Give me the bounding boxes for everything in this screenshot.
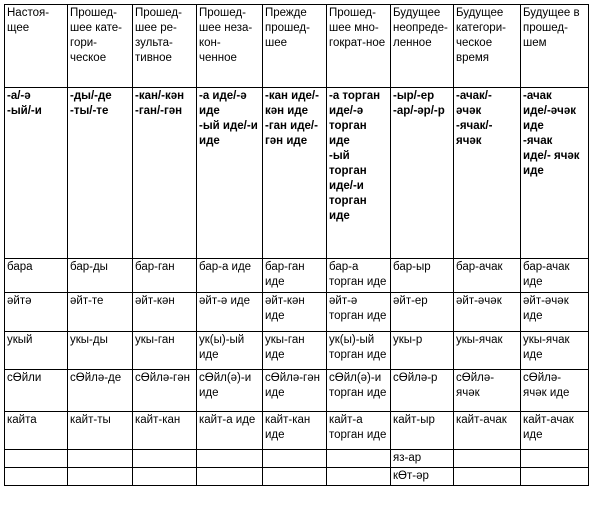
cell-line: иде/- ячәк bbox=[523, 150, 580, 162]
cell-line: торган иде bbox=[329, 310, 387, 322]
cell-line: ячәк bbox=[456, 135, 482, 147]
cell-line: -кан иде/- bbox=[265, 90, 319, 102]
cell-line: -ый bbox=[329, 150, 350, 162]
cell-line: әйт-те bbox=[70, 295, 104, 307]
cell-line: Настоя- bbox=[7, 7, 50, 19]
cell-line: Прошед- bbox=[329, 7, 376, 19]
cell-line: -а торган bbox=[329, 90, 381, 102]
verb-form-cell bbox=[68, 259, 133, 293]
extra-row bbox=[5, 450, 589, 468]
verb-form-cell bbox=[391, 468, 454, 486]
verb-form-cell bbox=[133, 259, 197, 293]
cell-line: кән иде bbox=[265, 105, 309, 117]
verb-form-cell bbox=[454, 293, 521, 332]
cell-line: сӨйлә-р bbox=[393, 372, 438, 384]
column-header bbox=[454, 5, 521, 88]
cell-line: -ты/-те bbox=[70, 105, 109, 117]
verb-form-cell bbox=[5, 293, 68, 332]
verb-form-cell bbox=[327, 370, 391, 412]
cell-line: бар-ды bbox=[70, 261, 108, 273]
verb-form-cell bbox=[197, 412, 263, 450]
verb-row bbox=[5, 259, 589, 293]
verb-form-cell bbox=[133, 412, 197, 450]
verb-form-cell bbox=[454, 412, 521, 450]
cell-line: кайт-кан bbox=[135, 414, 181, 426]
verb-form-cell bbox=[521, 293, 589, 332]
cell-line: прошед- bbox=[265, 22, 310, 34]
cell-line: шее кате- bbox=[70, 22, 123, 34]
cell-line: ук(ы)-ый bbox=[329, 334, 375, 346]
verb-form-cell bbox=[197, 259, 263, 293]
cell-line: бар-ган bbox=[135, 261, 175, 273]
cell-line: иде bbox=[199, 105, 220, 117]
cell-line: әйт-әчәк bbox=[523, 295, 569, 307]
cell-line: Будущее в bbox=[523, 7, 580, 19]
cell-line: укы-ган bbox=[265, 334, 305, 346]
verb-form-cell bbox=[327, 412, 391, 450]
verb-form-cell bbox=[133, 468, 197, 486]
verb-form-cell bbox=[197, 450, 263, 468]
cell-line: әйт-кән bbox=[265, 295, 305, 307]
cell-line: торган bbox=[329, 165, 367, 177]
cell-line: Прошед- bbox=[70, 7, 117, 19]
verb-form-cell bbox=[133, 450, 197, 468]
verb-form-cell bbox=[263, 293, 327, 332]
verb-form-cell bbox=[5, 450, 68, 468]
verb-form-cell bbox=[68, 293, 133, 332]
verb-form-cell bbox=[68, 412, 133, 450]
suffix-cell bbox=[521, 88, 589, 259]
cell-line: бар-ачак bbox=[523, 261, 570, 273]
cell-line: шее ре- bbox=[135, 22, 177, 34]
cell-line: щее bbox=[7, 22, 30, 34]
verb-form-cell bbox=[391, 450, 454, 468]
column-header bbox=[133, 5, 197, 88]
column-header bbox=[263, 5, 327, 88]
cell-line: әйт-ер bbox=[393, 295, 428, 307]
cell-line: яз-ар bbox=[393, 452, 422, 464]
cell-line: Прошед- bbox=[199, 7, 246, 19]
verb-form-cell bbox=[521, 468, 589, 486]
cell-line: -ган/-гән bbox=[135, 105, 183, 117]
cell-line: гори- bbox=[70, 37, 97, 49]
verb-form-cell bbox=[327, 293, 391, 332]
cell-line: ячәк иде bbox=[523, 387, 570, 399]
cell-line: бар-ыр bbox=[393, 261, 431, 273]
suffix-cell bbox=[391, 88, 454, 259]
cell-line: -ачак/- bbox=[456, 90, 492, 102]
suffix-cell bbox=[263, 88, 327, 259]
verb-form-cell bbox=[327, 450, 391, 468]
cell-line: ленное bbox=[393, 37, 432, 49]
cell-line: шее неза- bbox=[199, 22, 253, 34]
cell-line: Будущее bbox=[456, 7, 504, 19]
cell-line: гократ-ное bbox=[329, 37, 386, 49]
cell-line: время bbox=[456, 52, 490, 64]
cell-line: торган иде bbox=[329, 276, 387, 288]
column-header bbox=[68, 5, 133, 88]
verb-form-cell bbox=[391, 332, 454, 370]
suffix-row bbox=[5, 88, 589, 259]
suffix-cell bbox=[5, 88, 68, 259]
verb-form-cell bbox=[197, 370, 263, 412]
cell-line: -ячак bbox=[523, 135, 553, 147]
cell-line: укы-ячак bbox=[456, 334, 503, 346]
cell-line: гән иде bbox=[265, 135, 308, 147]
cell-line: -ачак bbox=[523, 90, 552, 102]
cell-line: укый bbox=[7, 334, 33, 346]
cell-line: иде/-и bbox=[329, 180, 364, 192]
column-header bbox=[391, 5, 454, 88]
verb-form-cell bbox=[521, 370, 589, 412]
column-header bbox=[197, 5, 263, 88]
cell-line: торган bbox=[329, 195, 367, 207]
cell-line: кӨт-әр bbox=[393, 470, 429, 482]
cell-line: Прошед- bbox=[135, 7, 182, 19]
cell-line: бар-ган bbox=[265, 261, 305, 273]
verb-form-cell bbox=[5, 259, 68, 293]
cell-line: сӨйлә-гән bbox=[265, 372, 320, 384]
verb-form-cell bbox=[133, 370, 197, 412]
cell-line: сӨйлә-гән bbox=[135, 372, 190, 384]
cell-line: иде bbox=[523, 165, 544, 177]
cell-line: иде bbox=[265, 349, 285, 361]
cell-line: әйт-ә иде bbox=[199, 295, 251, 307]
cell-line: -ячак/- bbox=[456, 120, 493, 132]
extra-row bbox=[5, 468, 589, 486]
header-row bbox=[5, 5, 589, 88]
cell-line: бар-ачак bbox=[456, 261, 503, 273]
verb-form-cell bbox=[391, 412, 454, 450]
verb-form-cell bbox=[327, 259, 391, 293]
verb-form-cell bbox=[68, 468, 133, 486]
verb-form-cell bbox=[5, 468, 68, 486]
cell-line: сӨйл(ә)-и bbox=[329, 372, 382, 384]
cell-line: иде bbox=[265, 387, 285, 399]
cell-line: әчәк bbox=[456, 105, 482, 117]
cell-line: кайт-кан bbox=[265, 414, 311, 426]
verb-form-cell bbox=[133, 332, 197, 370]
verb-form-cell bbox=[454, 450, 521, 468]
cell-line: кайт-а bbox=[329, 414, 363, 426]
suffix-cell bbox=[197, 88, 263, 259]
cell-line: иде bbox=[523, 429, 543, 441]
cell-line: бар-а bbox=[329, 261, 359, 273]
verb-form-cell bbox=[68, 332, 133, 370]
cell-line: торган иде bbox=[329, 429, 387, 441]
verb-form-cell bbox=[263, 332, 327, 370]
cell-line: бар-а иде bbox=[199, 261, 252, 273]
cell-line: иде bbox=[523, 120, 544, 132]
verb-form-cell bbox=[521, 259, 589, 293]
verb-form-cell bbox=[327, 332, 391, 370]
cell-line: укы-р bbox=[393, 334, 423, 346]
cell-line: ченное bbox=[199, 52, 237, 64]
cell-line: -кан/-кән bbox=[135, 90, 185, 102]
cell-line: шее мно- bbox=[329, 22, 379, 34]
cell-line: ческое bbox=[70, 52, 107, 64]
cell-line: укы-ган bbox=[135, 334, 175, 346]
cell-line: тивное bbox=[135, 52, 172, 64]
cell-line: ук(ы)-ый bbox=[199, 334, 245, 346]
cell-line: әйт-әчәк bbox=[456, 295, 502, 307]
cell-line: иде/-әчәк bbox=[523, 105, 577, 117]
cell-line: торган иде bbox=[329, 349, 387, 361]
cell-line: иде bbox=[329, 135, 350, 147]
cell-line: -а иде/-ә bbox=[199, 90, 247, 102]
verb-form-cell bbox=[521, 412, 589, 450]
cell-line: зульта- bbox=[135, 37, 173, 49]
cell-line: торган bbox=[329, 120, 367, 132]
cell-line: иде bbox=[199, 349, 219, 361]
cell-line: сӨйлә-де bbox=[70, 372, 122, 384]
cell-line: бара bbox=[7, 261, 33, 273]
verb-form-cell bbox=[391, 259, 454, 293]
suffix-cell bbox=[454, 88, 521, 259]
cell-line: иде bbox=[523, 310, 543, 322]
cell-line: иде bbox=[199, 135, 220, 147]
verb-form-cell bbox=[68, 370, 133, 412]
verb-form-cell bbox=[263, 370, 327, 412]
cell-line: категори- bbox=[456, 22, 506, 34]
cell-line: кайт-ачак bbox=[523, 414, 574, 426]
cell-line: укы-ды bbox=[70, 334, 108, 346]
verb-form-cell bbox=[5, 370, 68, 412]
conjugation-table bbox=[4, 4, 589, 486]
cell-line: кайт-а иде bbox=[199, 414, 256, 426]
verb-form-cell bbox=[521, 450, 589, 468]
cell-line: -ыр/-ер bbox=[393, 90, 435, 102]
verb-form-cell bbox=[454, 332, 521, 370]
verb-form-cell bbox=[197, 468, 263, 486]
verb-form-cell bbox=[454, 259, 521, 293]
cell-line: иде bbox=[265, 429, 285, 441]
cell-line: сӨйл(ә)-и bbox=[199, 372, 252, 384]
verb-form-cell bbox=[521, 332, 589, 370]
cell-line: иде bbox=[523, 349, 543, 361]
cell-line: сӨйли bbox=[7, 372, 42, 384]
cell-line: Будущее bbox=[393, 7, 441, 19]
cell-line: иде bbox=[265, 310, 285, 322]
cell-line: иде bbox=[329, 210, 350, 222]
column-header bbox=[521, 5, 589, 88]
verb-row bbox=[5, 370, 589, 412]
cell-line: кайт-ачак bbox=[456, 414, 507, 426]
verb-row bbox=[5, 293, 589, 332]
cell-line: шее bbox=[265, 37, 288, 49]
cell-line: -а/-ә bbox=[7, 90, 31, 102]
cell-line: -ган иде/- bbox=[265, 120, 318, 132]
verb-form-cell bbox=[263, 450, 327, 468]
verb-form-cell bbox=[133, 293, 197, 332]
cell-line: әйт-кән bbox=[135, 295, 175, 307]
cell-line: укы-ячак bbox=[523, 334, 570, 346]
cell-line: сӨйлә- bbox=[456, 372, 495, 384]
suffix-cell bbox=[133, 88, 197, 259]
column-header bbox=[5, 5, 68, 88]
cell-line: -ар/-әр/-р bbox=[393, 105, 445, 117]
verb-form-cell bbox=[197, 293, 263, 332]
verb-form-cell bbox=[327, 468, 391, 486]
cell-line: Прежде bbox=[265, 7, 307, 19]
cell-line: -ый иде/-и bbox=[199, 120, 258, 132]
verb-form-cell bbox=[454, 370, 521, 412]
verb-form-cell bbox=[68, 450, 133, 468]
verb-form-cell bbox=[263, 468, 327, 486]
cell-line: иде bbox=[523, 276, 543, 288]
cell-line: кайт-ыр bbox=[393, 414, 435, 426]
cell-line: әйт-ә bbox=[329, 295, 358, 307]
cell-line: кайт-ты bbox=[70, 414, 111, 426]
suffix-cell bbox=[327, 88, 391, 259]
verb-form-cell bbox=[391, 370, 454, 412]
verb-form-cell bbox=[391, 293, 454, 332]
cell-line: иде/-ә bbox=[329, 105, 364, 117]
verb-row bbox=[5, 332, 589, 370]
verb-form-cell bbox=[197, 332, 263, 370]
cell-line: ческое bbox=[456, 37, 493, 49]
verb-row bbox=[5, 412, 589, 450]
cell-line: сӨйлә- bbox=[523, 372, 562, 384]
verb-form-cell bbox=[454, 468, 521, 486]
cell-line: -ды/-де bbox=[70, 90, 112, 102]
suffix-cell bbox=[68, 88, 133, 259]
cell-line: кон- bbox=[199, 37, 221, 49]
cell-line: иде bbox=[199, 387, 219, 399]
verb-form-cell bbox=[5, 332, 68, 370]
cell-line: ячәк bbox=[456, 387, 480, 399]
cell-line: -ый/-и bbox=[7, 105, 42, 117]
verb-form-cell bbox=[263, 259, 327, 293]
cell-line: иде bbox=[265, 276, 285, 288]
cell-line: шем bbox=[523, 37, 547, 49]
column-header bbox=[327, 5, 391, 88]
cell-line: кайта bbox=[7, 414, 37, 426]
verb-form-cell bbox=[263, 412, 327, 450]
cell-line: әйтә bbox=[7, 295, 32, 307]
verb-form-cell bbox=[5, 412, 68, 450]
cell-line: прошед- bbox=[523, 22, 568, 34]
cell-line: торган иде bbox=[329, 387, 387, 399]
cell-line: неопреде- bbox=[393, 22, 448, 34]
